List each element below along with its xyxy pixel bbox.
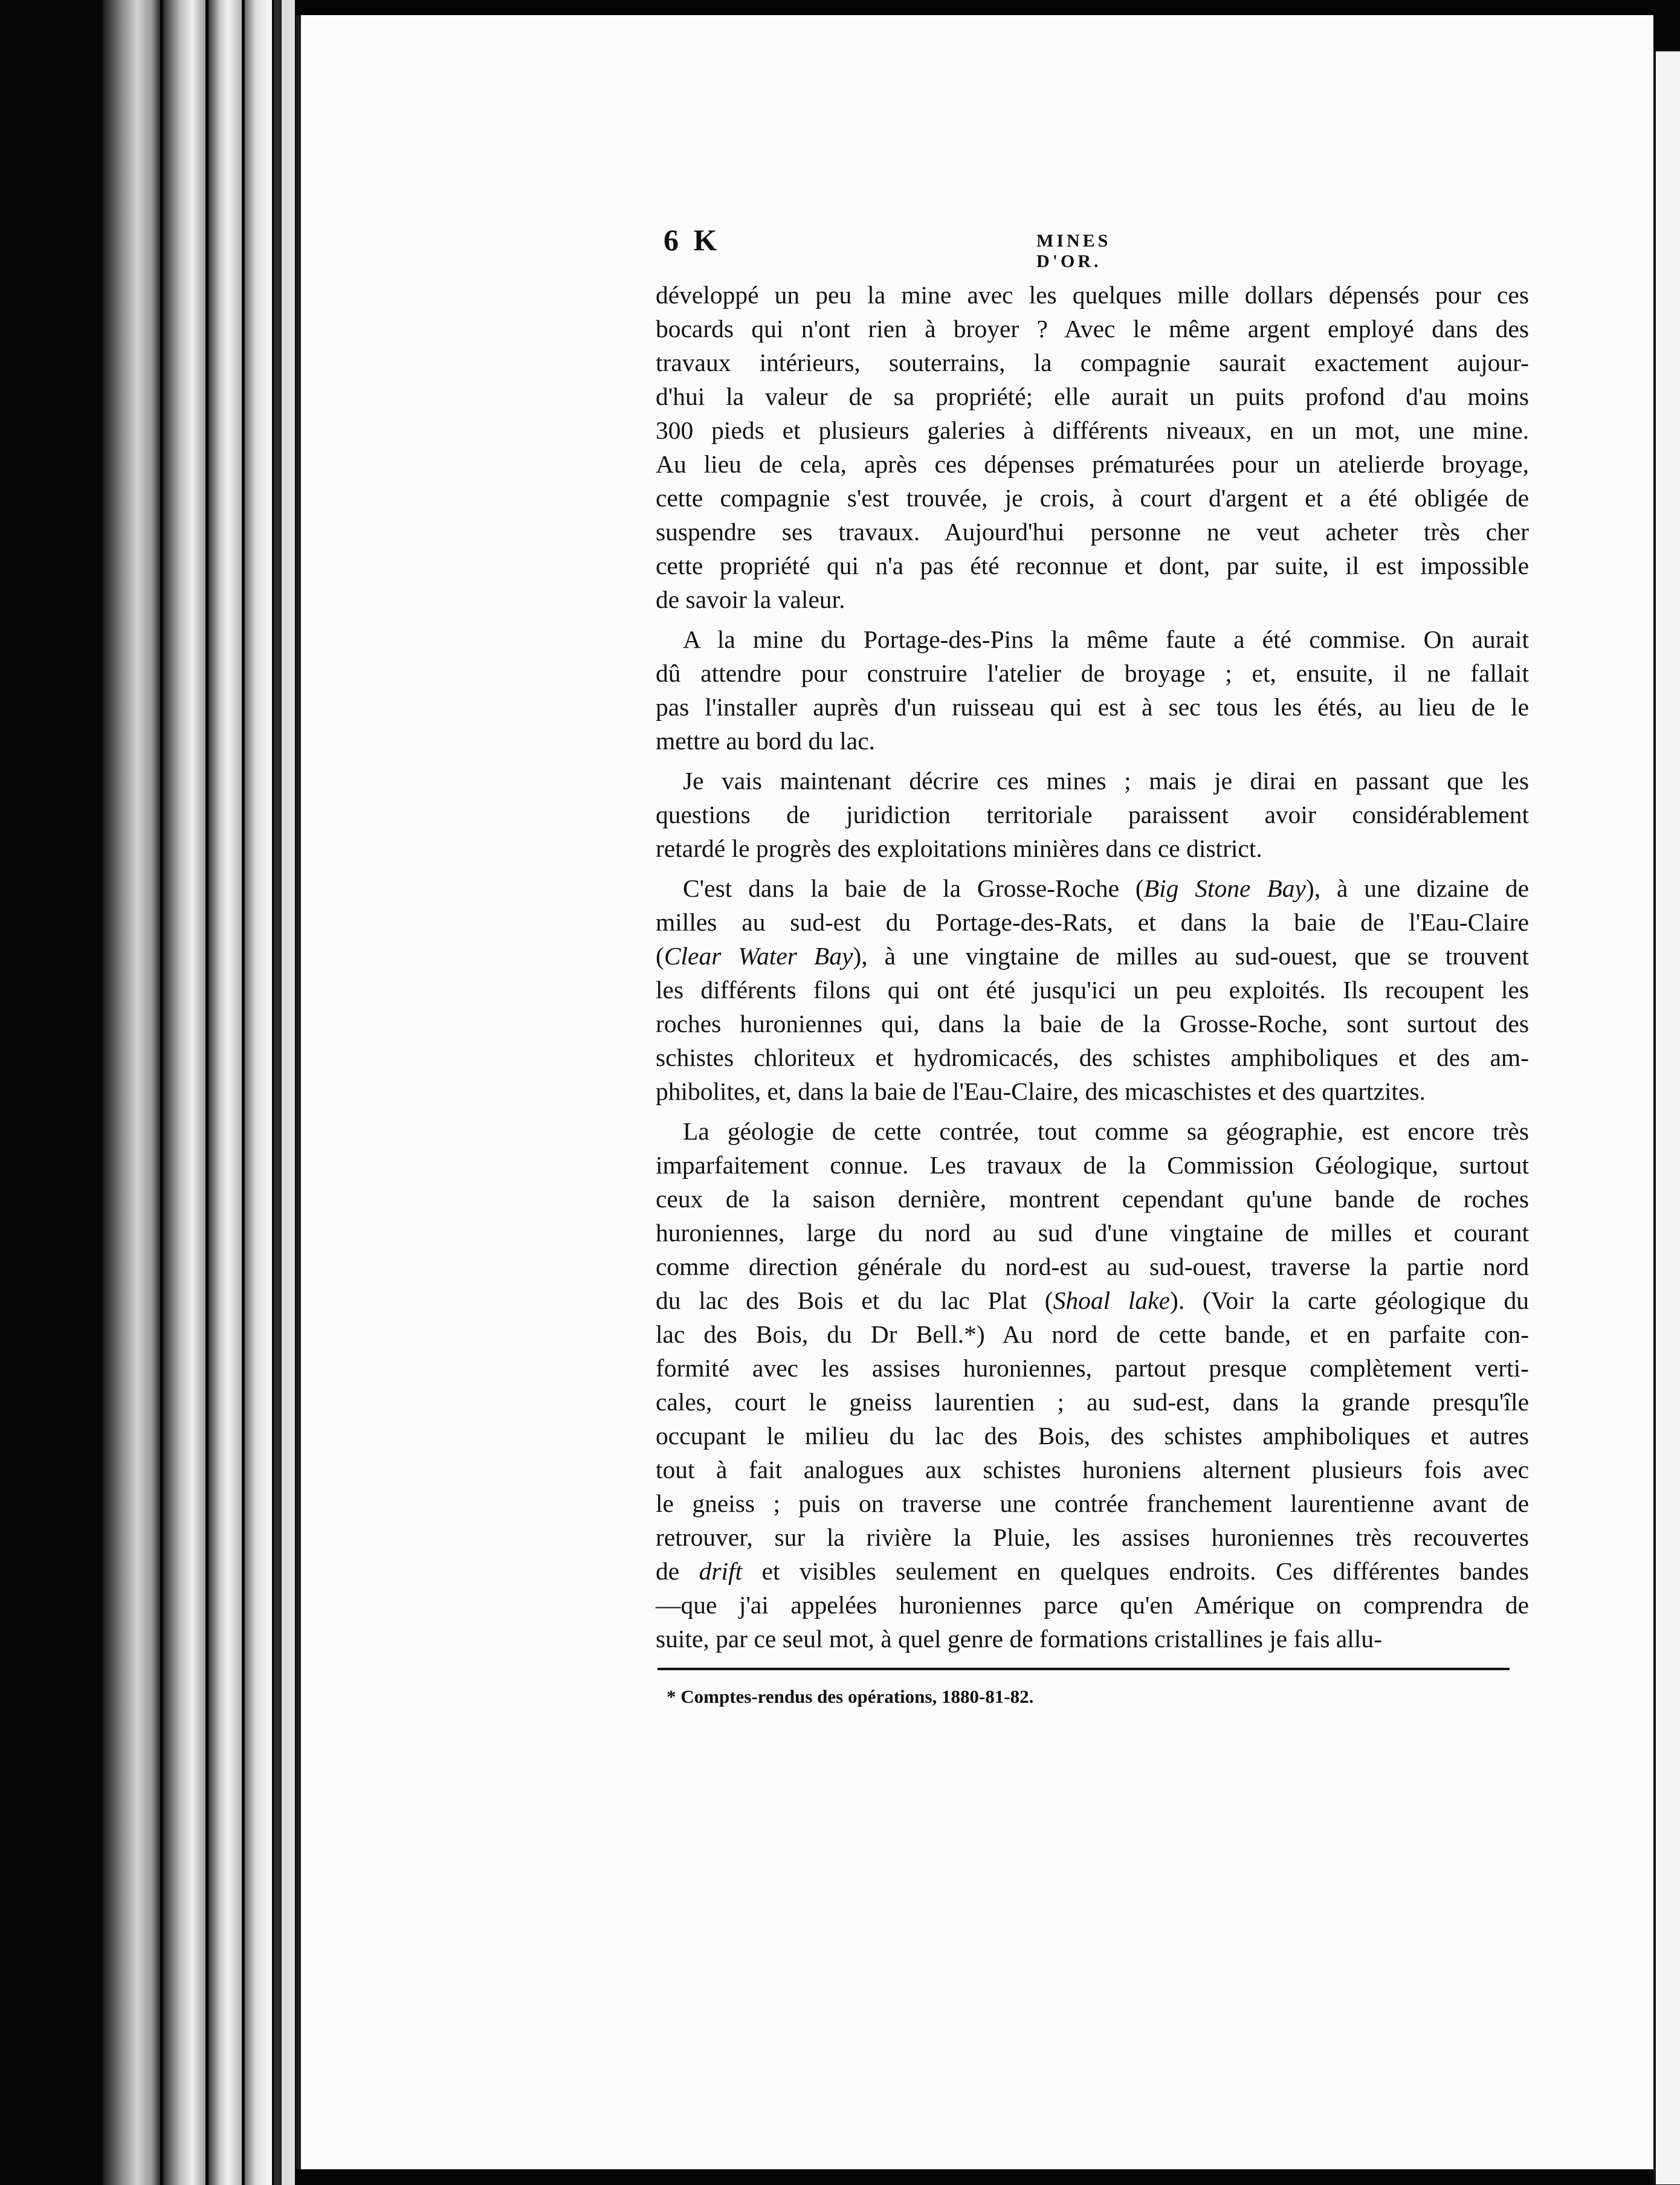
text-line: C'est dans la baie de la Grosse-Roche (Big Stone Bay), à une dizaine de	[683, 874, 1530, 902]
text-line: tout à fait analogues aux schistes huroniens alternent plusieurs fois avec	[656, 1456, 1529, 1483]
text-line: ceux de la saison dernière, montrent cependant qu'une bande de roches	[656, 1185, 1529, 1213]
text-line: A la mine du Portage-des-Pins la même faute a été commise. On aurait	[683, 625, 1529, 653]
text-line: travaux intérieurs, souterrains, la compagnie saurait exactement aujour-	[656, 349, 1529, 376]
text-line: de drift et visibles seulement en quelques endroits. Ces différentes bandes	[656, 1557, 1529, 1585]
text-line: retardé le progrès des exploitations minières dans ce district.	[656, 834, 1262, 862]
book-binding	[0, 0, 284, 2185]
text-line: schistes chloriteux et hydromicacés, des schistes amphiboliques et des am-	[656, 1044, 1529, 1071]
text-line: questions de juridiction territoriale paraissent avoir considérablement	[656, 801, 1529, 828]
text-line: suspendre ses travaux. Aujourd'hui personne ne veut acheter très cher	[656, 518, 1529, 546]
text-line: occupant le milieu du lac des Bois, des schistes amphiboliques et autres	[656, 1422, 1529, 1450]
text-line: cette compagnie s'est trouvée, je crois, à court d'argent et a été obligée de	[656, 484, 1529, 512]
text-line: cette propriété qui n'a pas été reconnue et dont, par suite, il est impossible	[656, 552, 1529, 579]
page-number: 6 K	[664, 223, 721, 257]
text-line: les différents filons qui ont été jusqu'ici un peu exploités. Ils recoupent les	[656, 976, 1529, 1004]
page-edge-strip	[163, 0, 205, 2185]
paragraph-gap	[656, 616, 1529, 622]
text-line: —que j'ai appelées huroniennes parce qu'en Amérique on comprendra de	[656, 1591, 1529, 1619]
footnote-divider	[657, 1668, 1510, 1670]
text-line: dû attendre pour construire l'atelier de broyage ; et, ensuite, il ne fallait	[656, 659, 1529, 687]
facing-page-edge	[1653, 51, 1680, 2184]
text-line: de savoir la valeur.	[656, 586, 845, 613]
paragraph	[656, 278, 1529, 616]
page-edge-strip	[245, 0, 272, 2185]
paragraph	[656, 764, 1529, 865]
text-line: suite, par ce seul mot, à quel genre de formations cristallines je fais allu-	[656, 1625, 1382, 1653]
text-line: du lac des Bois et du lac Plat (Shoal lake). (Voir la carte géologique du	[656, 1286, 1530, 1314]
text-line: formité avec les assises huroniennes, partout presque complètement verti-	[656, 1354, 1529, 1382]
text-line: (Clear Water Bay), à une vingtaine de milles au sud-ouest, que se trouvent	[656, 942, 1529, 970]
page-edge-strip	[208, 0, 242, 2185]
text-line: mettre au bord du lac.	[656, 727, 875, 755]
text-line: le gneiss ; puis on traverse une contrée franchement laurentienne avant de	[656, 1489, 1529, 1517]
paragraph-gap	[656, 865, 1529, 871]
paragraph	[656, 1114, 1529, 1656]
paragraph-gap	[656, 758, 1529, 764]
text-line: bocards qui n'ont rien à broyer ? Avec le même argent employé dans des	[656, 315, 1529, 343]
paragraph	[656, 871, 1529, 1108]
text-line: Au lieu de cela, après ces dépenses prématurées pour un atelierde broyage,	[656, 450, 1529, 478]
text-line: retrouver, sur la rivière la Pluie, les assises huroniennes très recouvertes	[656, 1523, 1529, 1551]
page-edge-strip	[282, 0, 295, 2185]
running-title: MINES D'OR.	[1036, 231, 1111, 271]
body-text	[656, 278, 1529, 1656]
text-line: développé un peu la mine avec les quelques mille dollars dépensés pour ces	[656, 281, 1529, 309]
running-head	[664, 222, 1171, 271]
page-edge-strip	[274, 0, 281, 2185]
footnote: * Comptes-rendus des opérations, 1880-81-82.	[667, 1686, 1034, 1707]
text-line: comme direction générale du nord-est au sud-ouest, traverse la partie nord	[656, 1253, 1529, 1280]
text-line: imparfaitement connue. Les travaux de la Commission Géologique, surtout	[656, 1151, 1529, 1179]
text-line: d'hui la valeur de sa propriété; elle aurait un puits profond d'au moins	[656, 382, 1529, 410]
text-line: cales, court le gneiss laurentien ; au sud-est, dans la grande presqu'île	[656, 1388, 1529, 1416]
text-line: huroniennes, large du nord au sud d'une vingtaine de milles et courant	[656, 1219, 1529, 1247]
paragraph	[656, 622, 1529, 758]
text-line: roches huroniennes qui, dans la baie de la Grosse-Roche, sont surtout des	[656, 1010, 1529, 1038]
text-line: phibolites, et, dans la baie de l'Eau-Claire, des micaschistes et des quartzites.	[656, 1077, 1426, 1105]
text-line: lac des Bois, du Dr Bell.*) Au nord de cette bande, et en parfaite con-	[656, 1320, 1529, 1348]
text-line: milles au sud-est du Portage-des-Rats, et dans la baie de l'Eau-Claire	[656, 908, 1529, 936]
page-edge-strip	[103, 0, 160, 2185]
text-line: La géologie de cette contrée, tout comme sa géographie, est encore très	[683, 1117, 1529, 1145]
paragraph-gap	[656, 1108, 1529, 1114]
text-line: Je vais maintenant décrire ces mines ; mais je dirai en passant que les	[683, 767, 1529, 795]
text-line: pas l'installer auprès d'un ruisseau qui est à sec tous les étés, au lieu de le	[656, 693, 1529, 721]
text-line: 300 pieds et plusieurs galeries à différents niveaux, en un mot, une mine.	[656, 416, 1529, 444]
